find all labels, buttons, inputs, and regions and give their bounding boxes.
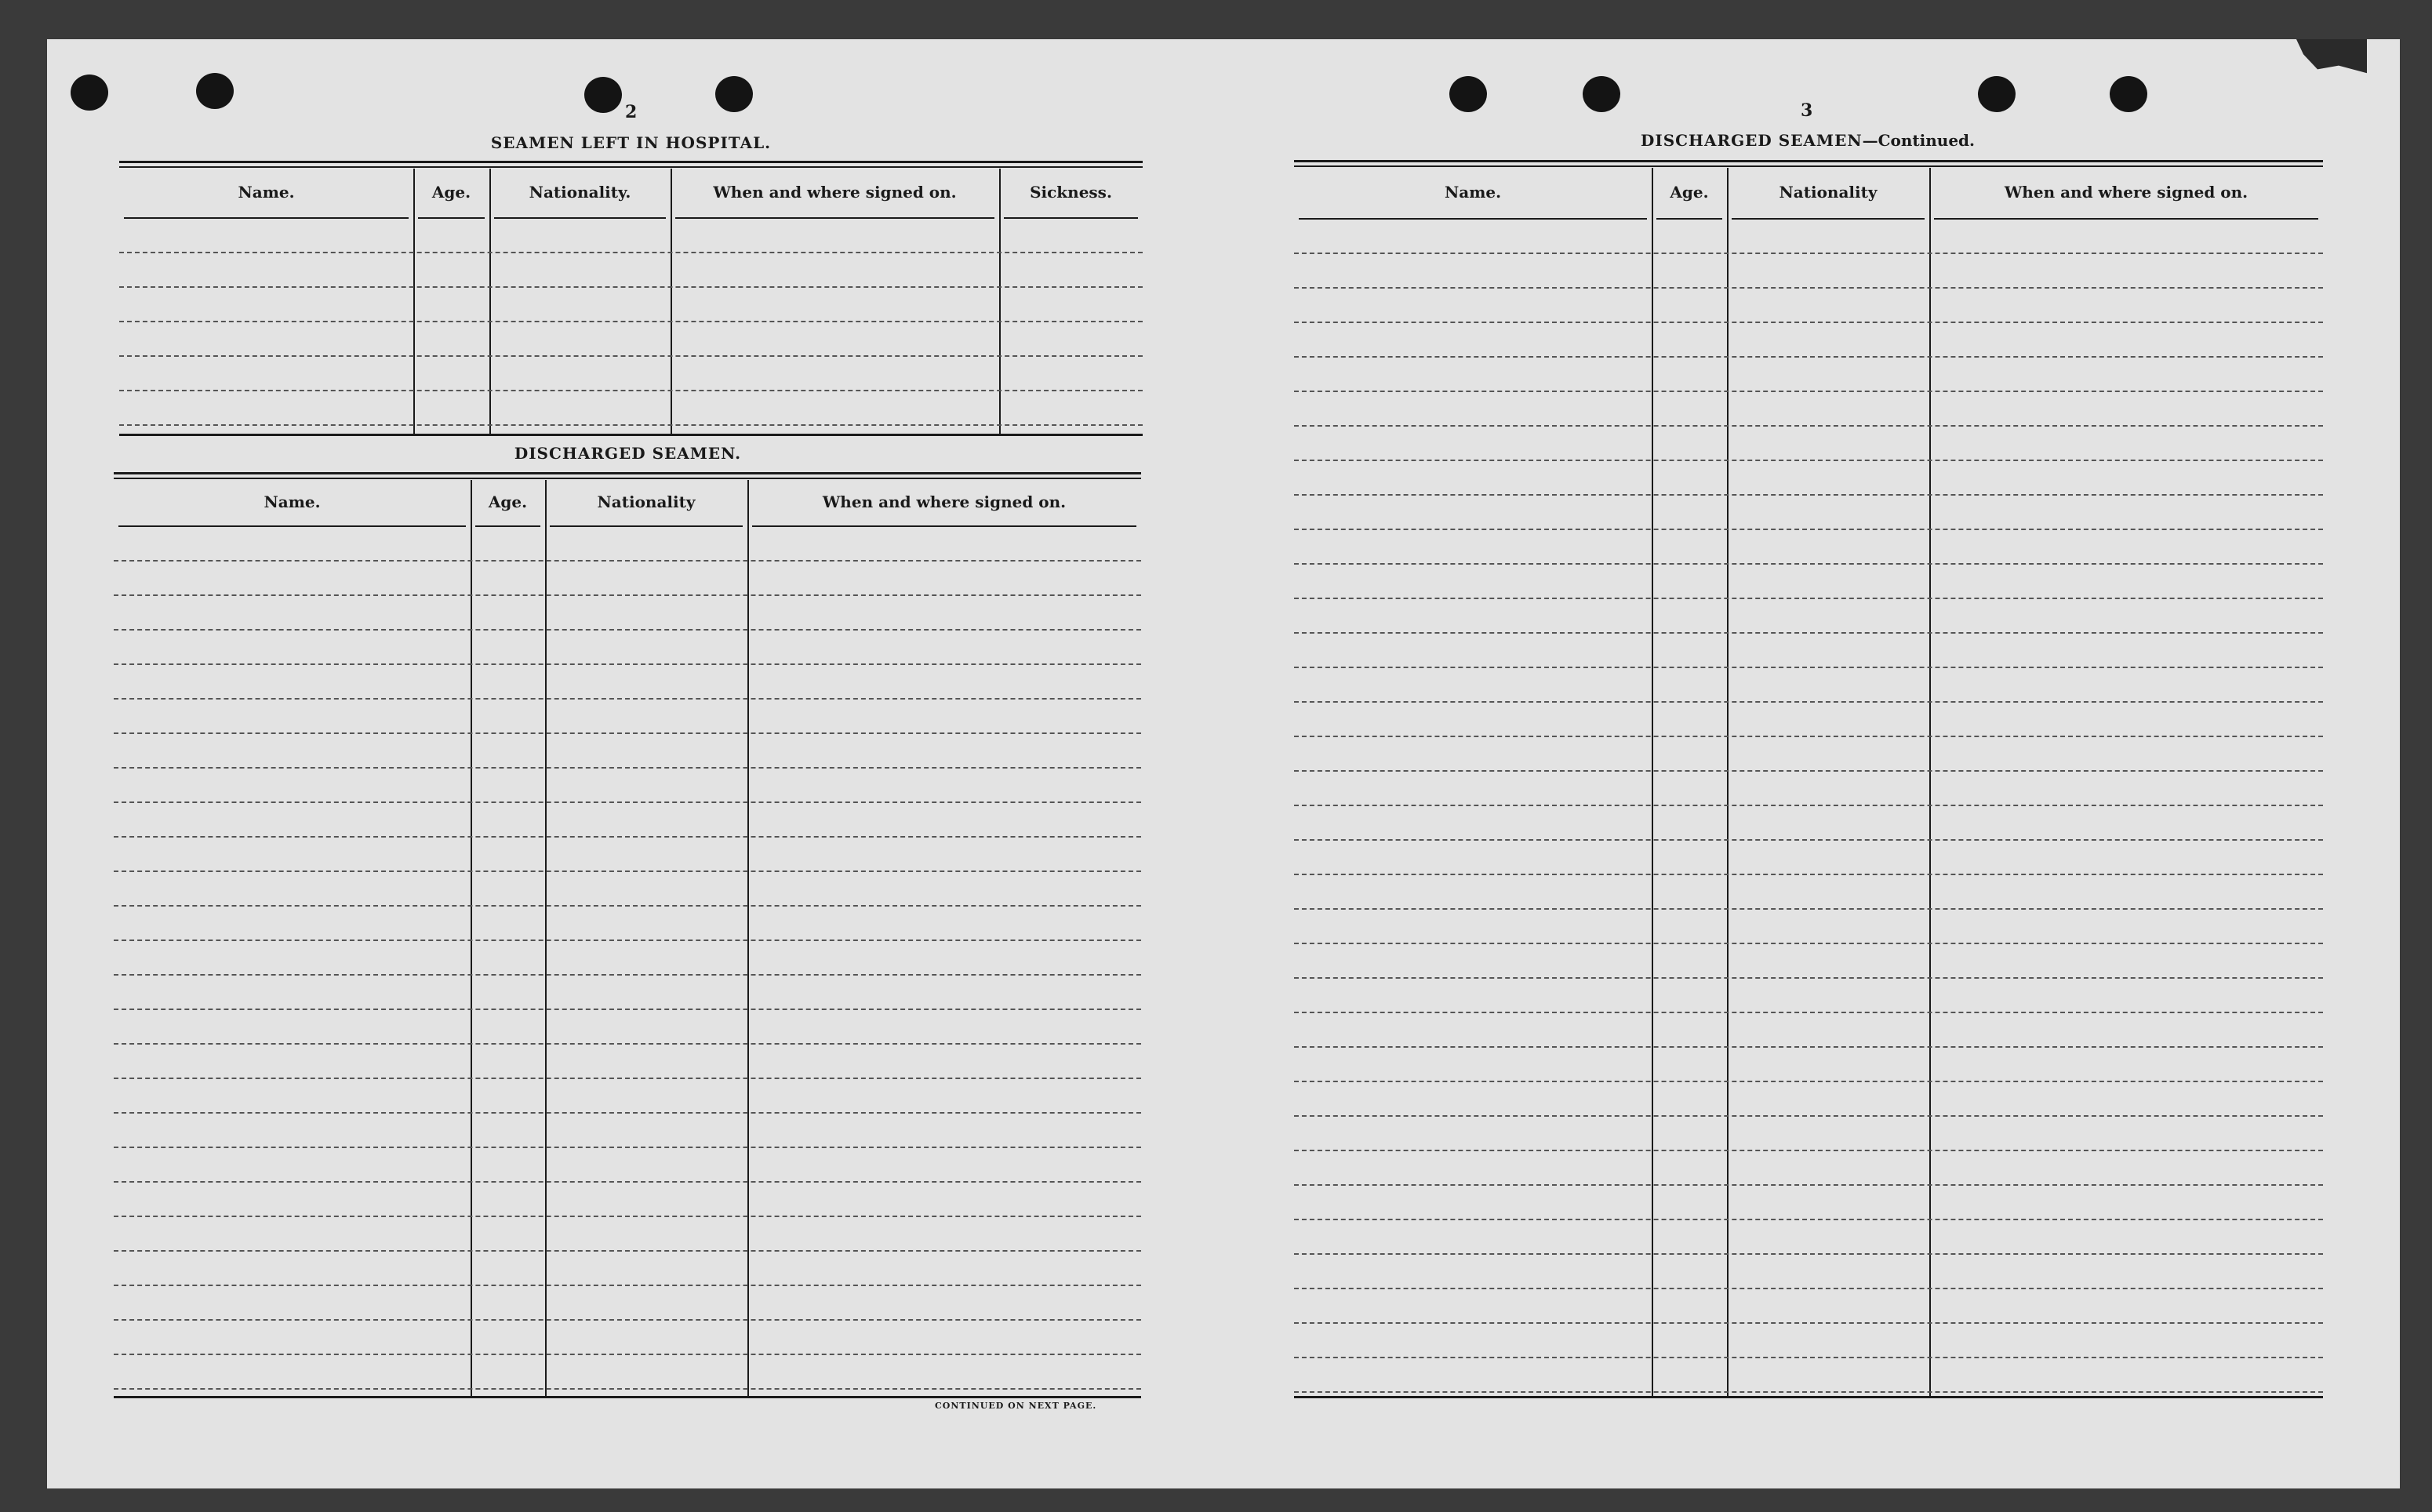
- header-underline: [1656, 218, 1722, 220]
- header-underline: [494, 217, 666, 219]
- entry-row-line: [114, 1147, 1141, 1148]
- column-divider: [413, 169, 415, 435]
- bottom-rule: [114, 1396, 1141, 1398]
- page-number-right: 3: [1801, 100, 1813, 121]
- header-underline: [124, 217, 409, 219]
- entry-row-line: [1294, 356, 2323, 358]
- bottom-rule: [119, 434, 1143, 436]
- entry-row-line: [1294, 701, 2323, 703]
- bottom-rule: [1294, 1396, 2323, 1398]
- header-underline: [1004, 217, 1138, 219]
- column-divider: [1727, 168, 1729, 1398]
- header-underline: [118, 525, 466, 527]
- entry-row-line: [114, 836, 1141, 838]
- punch-hole: [196, 73, 234, 109]
- discharged-continued-title: [1294, 131, 2321, 150]
- entry-row-line: [119, 355, 1143, 357]
- entry-row-line: [1294, 494, 2323, 496]
- punch-hole: [2110, 76, 2147, 112]
- hospital-table: [119, 161, 1143, 435]
- column-divider: [999, 169, 1001, 435]
- header-underline: [1732, 218, 1925, 220]
- entry-row-line: [114, 698, 1141, 700]
- entry-row-line: [114, 663, 1141, 665]
- entry-row-line: [114, 801, 1141, 803]
- column-header: Age.: [1670, 183, 1709, 202]
- discharged-continued-table: [1294, 160, 2323, 1398]
- entry-row-line: [1294, 391, 2323, 392]
- header-underline: [418, 217, 485, 219]
- entry-row-line: [114, 1078, 1141, 1079]
- entry-row-line: [114, 1285, 1141, 1286]
- entry-row-line: [1294, 598, 2323, 599]
- entry-row-line: [1294, 1357, 2323, 1358]
- entry-row-line: [1294, 1391, 2323, 1393]
- entry-row-line: [1294, 460, 2323, 461]
- entry-row-line: [1294, 632, 2323, 634]
- entry-row-line: [114, 1009, 1141, 1010]
- discharged-table: [114, 472, 1141, 1398]
- entry-row-line: [114, 1388, 1141, 1390]
- top-rule: [1294, 165, 2323, 167]
- column-divider: [471, 480, 472, 1398]
- column-divider: [671, 169, 672, 435]
- entry-row-line: [1294, 977, 2323, 979]
- entry-row-line: [1294, 1322, 2323, 1324]
- entry-row-line: [1294, 253, 2323, 254]
- column-divider: [1652, 168, 1653, 1398]
- discharged-section-title: DISCHARGED SEAMEN.: [514, 444, 742, 463]
- punch-hole: [584, 77, 622, 113]
- column-header: Nationality.: [529, 183, 631, 202]
- column-header: Name.: [264, 492, 321, 511]
- column-divider: [747, 480, 749, 1398]
- column-divider: [545, 480, 547, 1398]
- entry-row-line: [1294, 1150, 2323, 1151]
- entry-row-line: [1294, 1184, 2323, 1186]
- entry-row-line: [1294, 839, 2323, 841]
- entry-row-line: [1294, 1288, 2323, 1289]
- column-header: Sickness.: [1030, 183, 1112, 202]
- header-underline: [550, 525, 743, 527]
- entry-row-line: [114, 629, 1141, 631]
- entry-row-line: [114, 1181, 1141, 1183]
- entry-row-line: [1294, 943, 2323, 944]
- entry-row-line: [1294, 1046, 2323, 1048]
- entry-row-line: [1294, 529, 2323, 530]
- header-underline: [675, 217, 994, 219]
- entry-row-line: [114, 1112, 1141, 1114]
- column-header: Nationality: [1779, 183, 1878, 202]
- entry-row-line: [1294, 425, 2323, 427]
- top-rule: [119, 161, 1143, 163]
- entry-row-line: [1294, 1219, 2323, 1220]
- column-divider: [489, 169, 491, 435]
- entry-row-line: [114, 594, 1141, 596]
- entry-row-line: [1294, 563, 2323, 565]
- continued-suffix: —Continued.: [1862, 131, 1975, 150]
- entry-row-line: [114, 767, 1141, 769]
- punch-hole: [715, 76, 753, 112]
- entry-row-line: [119, 321, 1143, 322]
- header-underline: [475, 525, 540, 527]
- entry-row-line: [114, 1216, 1141, 1217]
- column-header: When and where signed on.: [2004, 183, 2248, 202]
- entry-row-line: [114, 560, 1141, 562]
- top-rule: [114, 478, 1141, 479]
- entry-row-line: [1294, 1081, 2323, 1082]
- top-rule: [114, 472, 1141, 474]
- entry-row-line: [119, 286, 1143, 288]
- column-header: Age.: [431, 183, 471, 202]
- continued-note: CONTINUED ON NEXT PAGE.: [935, 1401, 1097, 1411]
- entry-row-line: [114, 905, 1141, 907]
- punch-hole: [1978, 76, 2016, 112]
- top-rule: [1294, 160, 2323, 162]
- hospital-section-title: SEAMEN LEFT IN HOSPITAL.: [490, 133, 772, 152]
- column-divider: [1929, 168, 1931, 1398]
- entry-row-line: [114, 1250, 1141, 1252]
- entry-row-line: [1294, 1253, 2323, 1255]
- column-header: When and where signed on.: [822, 492, 1067, 511]
- entry-row-line: [1294, 908, 2323, 910]
- header-underline: [1934, 218, 2318, 220]
- discharged-continued-main: DISCHARGED SEAMEN: [1641, 131, 1863, 150]
- column-header: Name.: [238, 183, 295, 202]
- entry-row-line: [1294, 770, 2323, 772]
- entry-row-line: [1294, 805, 2323, 806]
- entry-row-line: [1294, 287, 2323, 289]
- column-header: When and where signed on.: [713, 183, 957, 202]
- entry-row-line: [114, 974, 1141, 976]
- entry-row-line: [1294, 322, 2323, 323]
- entry-row-line: [1294, 736, 2323, 737]
- entry-row-line: [114, 1319, 1141, 1321]
- entry-row-line: [114, 870, 1141, 872]
- punch-hole: [1449, 76, 1487, 112]
- entry-row-line: [119, 424, 1143, 426]
- page-number-left: 2: [625, 102, 638, 122]
- column-header: Name.: [1444, 183, 1502, 202]
- top-rule: [119, 166, 1143, 168]
- entry-row-line: [114, 1354, 1141, 1355]
- header-underline: [752, 525, 1136, 527]
- entry-row-line: [1294, 1012, 2323, 1013]
- header-underline: [1299, 218, 1647, 220]
- entry-row-line: [1294, 667, 2323, 668]
- entry-row-line: [1294, 874, 2323, 875]
- entry-row-line: [119, 252, 1143, 253]
- column-header: Age.: [488, 492, 528, 511]
- punch-hole: [1583, 76, 1620, 112]
- entry-row-line: [119, 390, 1143, 391]
- entry-row-line: [1294, 1115, 2323, 1117]
- entry-row-line: [114, 1043, 1141, 1045]
- entry-row-line: [114, 732, 1141, 734]
- entry-row-line: [114, 940, 1141, 941]
- column-header: Nationality: [597, 492, 696, 511]
- punch-hole: [71, 75, 108, 111]
